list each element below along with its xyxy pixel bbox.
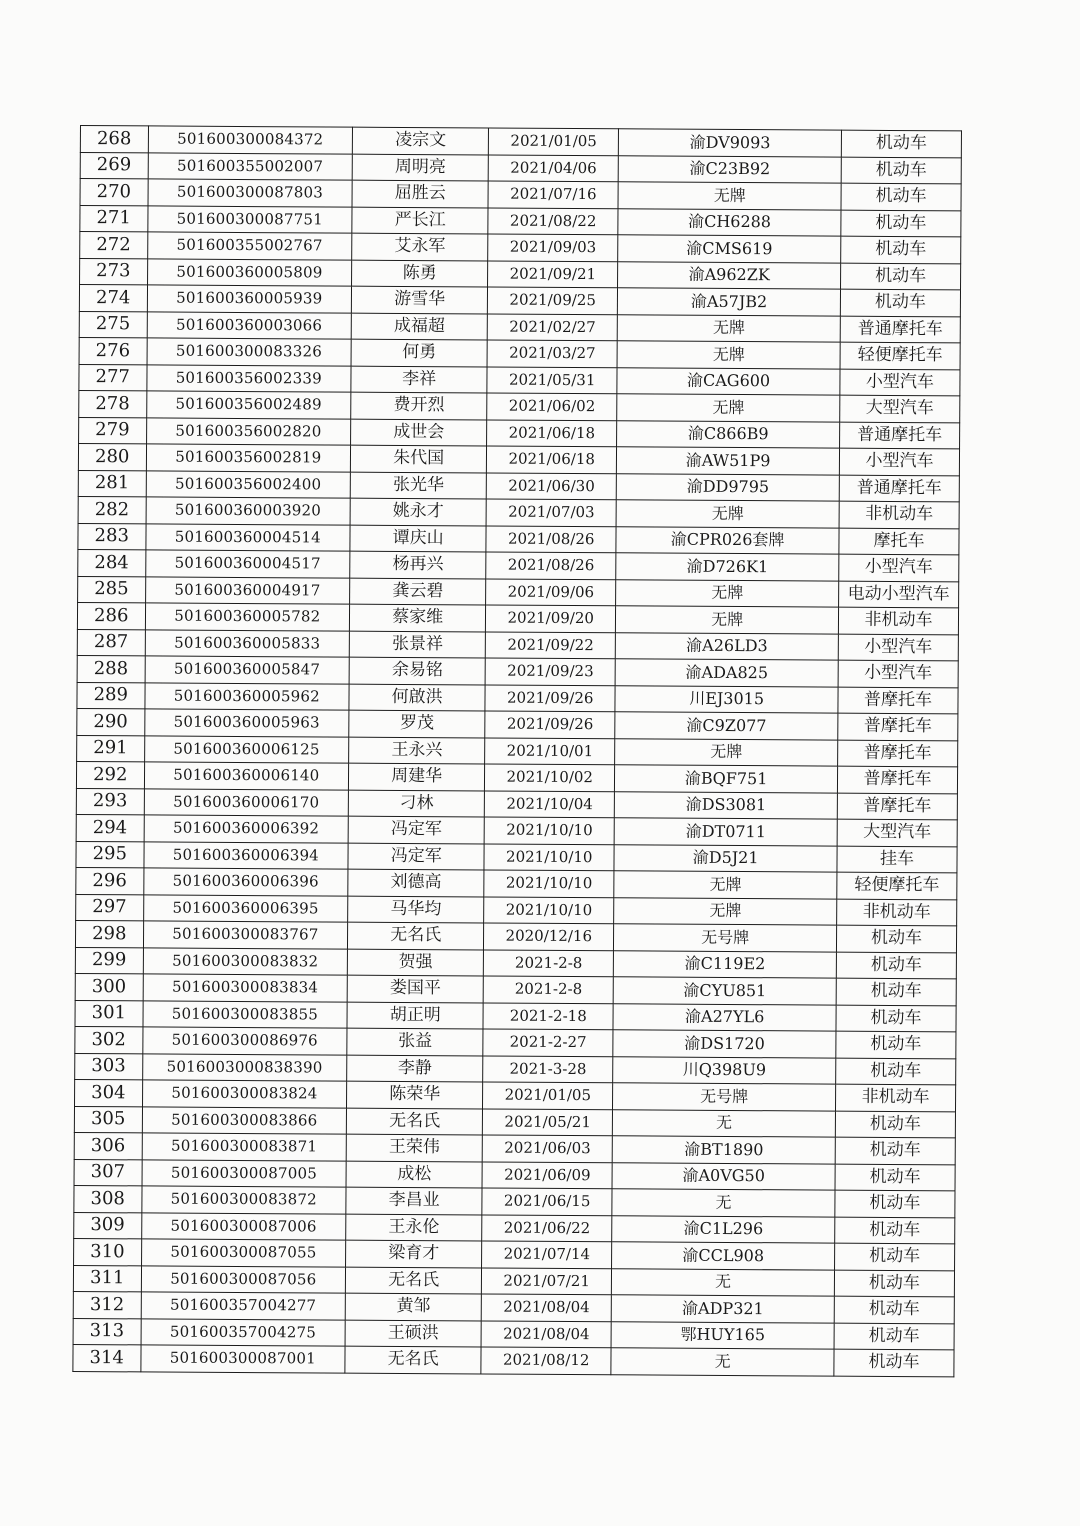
date-cell: 2021/10/04 [485,790,615,817]
person-name-cell: 黄邹 [345,1293,481,1320]
plate-number-cell: 渝C1L296 [612,1215,835,1243]
plate-number-cell: 渝A27YL6 [613,1003,836,1031]
date-cell: 2021/06/18 [487,419,617,446]
plate-number-cell: 渝C9Z077 [615,712,838,740]
person-name-cell: 无名氏 [345,1346,481,1373]
case-number-cell: 501600300087751 [147,205,352,233]
date-cell: 2021/06/03 [482,1135,612,1162]
plate-number-cell: 渝ADA825 [615,659,838,687]
vehicle-type-cell: 机动车 [835,1217,955,1244]
case-number-cell: 501600300087055 [141,1239,346,1267]
date-cell: 2021/08/04 [481,1294,611,1321]
case-number-cell: 501600360005809 [147,258,352,286]
case-number-cell: 501600300083871 [142,1133,347,1161]
vehicle-type-cell: 轻便摩托车 [837,872,957,899]
case-number-cell: 501600300084372 [148,126,353,154]
person-name-cell: 李静 [347,1055,483,1082]
vehicle-type-cell: 非机动车 [837,899,957,926]
person-name-cell: 凌宗文 [352,127,488,154]
date-cell: 2021/04/06 [488,154,618,181]
case-number-cell: 501600357004275 [141,1318,346,1346]
person-name-cell: 何啟洪 [349,684,485,711]
person-name-cell: 张景祥 [349,631,485,658]
date-cell: 2021/02/27 [487,313,617,340]
person-name-cell: 张光华 [350,472,486,499]
vehicle-type-cell: 机动车 [834,1296,954,1323]
plate-number-cell: 渝A26LD3 [616,632,839,660]
person-name-cell: 陈荣华 [347,1081,483,1108]
row-number-cell: 269 [80,152,148,179]
case-number-cell: 501600360005963 [144,709,349,737]
date-cell: 2021/06/18 [487,446,617,473]
vehicle-type-cell: 小型汽车 [838,634,958,661]
vehicle-type-cell: 机动车 [841,130,961,157]
plate-number-cell: 渝DT0711 [614,818,837,846]
row-number-cell: 277 [79,364,147,391]
person-name-cell: 余易铭 [349,657,485,684]
case-number-cell: 501600300086976 [142,1027,347,1055]
row-number-cell: 297 [76,894,144,921]
person-name-cell: 屈胜云 [352,180,488,207]
person-name-cell: 何勇 [351,339,487,366]
row-number-cell: 309 [74,1212,142,1239]
case-number-cell: 501600300087001 [140,1345,345,1373]
row-number-cell: 278 [79,390,147,417]
plate-number-cell: 渝ADP321 [611,1295,834,1323]
vehicle-type-cell: 挂车 [837,846,957,873]
date-cell: 2021/10/01 [485,737,615,764]
person-name-cell: 陈勇 [352,260,488,287]
vehicle-type-cell: 普通摩托车 [840,422,960,449]
date-cell: 2021/09/22 [485,631,615,658]
row-number-cell: 310 [74,1238,142,1265]
person-name-cell: 刘德高 [348,869,484,896]
date-cell: 2021/09/23 [485,658,615,685]
row-number-cell: 274 [79,285,147,312]
row-number-cell: 300 [75,973,143,1000]
row-number-cell: 270 [80,179,148,206]
case-number-cell: 501600356002339 [146,364,351,392]
person-name-cell: 王永伦 [346,1214,482,1241]
record-table-body [73,126,962,1377]
plate-number-cell: 渝A962ZK [618,261,841,289]
case-number-cell: 501600300083855 [143,1000,348,1028]
plate-number-cell: 无 [613,1109,836,1137]
person-name-cell: 谭庆山 [350,525,486,552]
date-cell: 2021-2-18 [483,1002,613,1029]
date-cell: 2021/09/25 [488,287,618,314]
plate-number-cell: 无牌 [616,579,839,607]
row-number-cell: 314 [73,1344,141,1371]
person-name-cell: 冯定军 [348,843,484,870]
person-name-cell: 刁林 [348,790,484,817]
plate-number-cell: 无号牌 [614,924,837,952]
case-number-cell: 501600360005939 [147,285,352,313]
date-cell: 2021/09/03 [488,234,618,261]
vehicle-type-cell: 非机动车 [839,501,959,528]
vehicle-type-cell: 摩托车 [839,528,959,555]
date-cell: 2021/10/10 [484,817,614,844]
row-number-cell: 312 [73,1291,141,1318]
vehicle-type-cell: 机动车 [834,1323,954,1350]
person-name-cell: 成世会 [351,419,487,446]
row-number-cell: 291 [77,735,145,762]
vehicle-type-cell: 机动车 [840,289,960,316]
vehicle-type-cell: 机动车 [836,925,956,952]
vehicle-type-cell: 电动小型汽车 [839,581,959,608]
plate-number-cell: 渝AW51P9 [617,447,840,475]
vehicle-type-cell: 大型汽车 [837,819,957,846]
person-name-cell: 艾永军 [352,233,488,260]
person-name-cell: 杨再兴 [350,551,486,578]
date-cell: 2021/07/16 [488,181,618,208]
row-number-cell: 301 [75,1000,143,1027]
row-number-cell: 290 [77,708,145,735]
vehicle-type-cell: 机动车 [836,1005,956,1032]
row-number-cell: 276 [79,337,147,364]
plate-number-cell: 渝A57JB2 [618,288,841,316]
date-cell: 2021/09/26 [485,684,615,711]
plate-number-cell: 无 [612,1189,835,1217]
plate-number-cell: 渝DD9795 [616,473,839,501]
row-number-cell: 292 [76,761,144,788]
date-cell: 2021/09/26 [485,711,615,738]
row-number-cell: 313 [73,1318,141,1345]
case-number-cell: 501600356002489 [146,391,351,419]
date-cell: 2021/06/15 [482,1188,612,1215]
vehicle-type-cell: 普摩托车 [838,740,958,767]
vehicle-type-cell: 机动车 [834,1349,954,1376]
plate-number-cell: 渝DV9093 [619,129,842,157]
person-name-cell: 李祥 [351,366,487,393]
vehicle-type-cell: 普摩托车 [837,793,957,820]
case-number-cell: 501600356002819 [146,444,351,472]
person-name-cell: 龚云碧 [350,578,486,605]
row-number-cell: 295 [76,841,144,868]
case-number-cell: 501600360006395 [143,894,348,922]
vehicle-type-cell: 普摩托车 [838,687,958,714]
case-number-cell: 501600360006140 [144,762,349,790]
row-number-cell: 302 [75,1026,143,1053]
plate-number-cell: 渝C23B92 [618,155,841,183]
row-number-cell: 307 [74,1159,142,1186]
case-number-cell: 501600300083832 [143,947,348,975]
case-number-cell: 501600360006394 [143,841,348,869]
vehicle-type-cell: 机动车 [835,1243,955,1270]
person-name-cell: 贺强 [347,949,483,976]
row-number-cell: 273 [80,258,148,285]
row-number-cell: 288 [77,655,145,682]
row-number-cell: 280 [78,443,146,470]
case-number-cell: 501600360004917 [145,576,350,604]
date-cell: 2021/06/30 [486,472,616,499]
plate-number-cell: 无牌 [617,314,840,342]
plate-number-cell: 渝D5J21 [614,844,837,872]
case-number-cell: 501600356002400 [146,470,351,498]
person-name-cell: 周明亮 [352,154,488,181]
vehicle-type-cell: 大型汽车 [840,395,960,422]
plate-number-cell: 无号牌 [613,1083,836,1111]
vehicle-type-cell: 机动车 [835,1190,955,1217]
case-number-cell: 501600300083834 [143,974,348,1002]
person-name-cell: 姚永才 [350,498,486,525]
row-number-cell: 294 [76,814,144,841]
person-name-cell: 游雪华 [352,286,488,313]
row-number-cell: 284 [78,549,146,576]
date-cell: 2021/09/20 [486,605,616,632]
plate-number-cell: 渝DS1720 [613,1030,836,1058]
row-number-cell: 287 [77,629,145,656]
date-cell: 2021/09/21 [488,260,618,287]
date-cell: 2021-2-27 [483,1029,613,1056]
vehicle-type-cell: 小型汽车 [839,448,959,475]
row-number-cell: 271 [80,205,148,232]
case-number-cell: 501600300087056 [141,1265,346,1293]
person-name-cell: 王永兴 [349,737,485,764]
row-number-cell: 289 [77,682,145,709]
vehicle-type-cell: 小型汽车 [839,554,959,581]
vehicle-type-cell: 机动车 [836,1058,956,1085]
case-number-cell: 501600357004277 [141,1292,346,1320]
plate-number-cell: 渝CYU851 [613,977,836,1005]
plate-number-cell: 渝C866B9 [617,420,840,448]
vehicle-type-cell: 机动车 [836,1031,956,1058]
case-number-cell: 501600355002007 [148,152,353,180]
plate-number-cell: 无牌 [618,182,841,210]
date-cell: 2021/03/27 [487,340,617,367]
person-name-cell: 无名氏 [346,1108,482,1135]
vehicle-type-cell: 机动车 [841,157,961,184]
case-number-cell: 501600360006396 [143,868,348,896]
case-number-cell: 501600300083824 [142,1080,347,1108]
date-cell: 2021/06/09 [482,1161,612,1188]
plate-number-cell: 鄂HUY165 [611,1321,834,1349]
date-cell: 2021-2-8 [484,949,614,976]
vehicle-type-cell: 机动车 [835,1137,955,1164]
date-cell: 2021/07/14 [482,1241,612,1268]
case-number-cell: 501600360006170 [144,788,349,816]
row-number-cell: 311 [73,1265,141,1292]
plate-number-cell: 川EJ3015 [615,685,838,713]
vehicle-type-cell: 机动车 [834,1270,954,1297]
plate-number-cell: 无牌 [616,606,839,634]
person-name-cell: 成松 [346,1161,482,1188]
date-cell: 2021/07/03 [486,499,616,526]
person-name-cell: 蔡家维 [350,604,486,631]
case-number-cell: 5016003000838390 [142,1053,347,1081]
plate-number-cell: 无 [612,1268,835,1296]
plate-number-cell: 无牌 [614,897,837,925]
row-number-cell: 268 [80,126,148,153]
date-cell: 2021/08/26 [486,525,616,552]
table-row [73,1344,954,1376]
row-number-cell: 296 [76,867,144,894]
row-number-cell: 283 [78,523,146,550]
date-cell: 2021/10/10 [484,843,614,870]
vehicle-type-cell: 机动车 [841,183,961,210]
date-cell: 2021/01/05 [489,128,619,155]
plate-number-cell: 渝A0VG50 [612,1162,835,1190]
row-number-cell: 272 [80,232,148,259]
case-number-cell: 501600300087006 [141,1212,346,1240]
person-name-cell: 王硕洪 [345,1320,481,1347]
plate-number-cell: 无 [611,1348,834,1376]
vehicle-type-cell: 小型汽车 [840,369,960,396]
vehicle-type-cell: 机动车 [835,1111,955,1138]
person-name-cell: 王荣伟 [346,1134,482,1161]
case-number-cell: 501600300083866 [142,1106,347,1134]
person-name-cell: 胡正明 [347,1002,483,1029]
date-cell: 2021/07/21 [482,1267,612,1294]
case-number-cell: 501600360003920 [146,497,351,525]
plate-number-cell: 无牌 [615,738,838,766]
plate-number-cell: 川Q398U9 [613,1056,836,1084]
person-name-cell: 梁育才 [346,1240,482,1267]
person-name-cell: 严长江 [352,207,488,234]
person-name-cell: 费开烈 [351,392,487,419]
row-number-cell: 308 [74,1185,142,1212]
case-number-cell: 501600300083872 [141,1186,346,1214]
plate-number-cell: 渝CH6288 [618,208,841,236]
date-cell: 2021/10/10 [484,896,614,923]
plate-number-cell: 渝D726K1 [616,553,839,581]
person-name-cell: 周建华 [349,763,485,790]
date-cell: 2021/05/31 [487,366,617,393]
vehicle-type-cell: 普摩托车 [838,713,958,740]
row-number-cell: 304 [75,1079,143,1106]
person-name-cell: 无名氏 [346,1267,482,1294]
record-table [72,125,962,1377]
vehicle-type-cell: 小型汽车 [838,660,958,687]
case-number-cell: 501600356002820 [146,417,351,445]
plate-number-cell: 渝BT1890 [612,1136,835,1164]
person-name-cell: 冯定军 [348,816,484,843]
case-number-cell: 501600360005782 [145,603,350,631]
vehicle-type-cell: 非机动车 [838,607,958,634]
row-number-cell: 306 [74,1132,142,1159]
date-cell: 2021/10/02 [485,764,615,791]
person-name-cell: 娄国平 [347,975,483,1002]
vehicle-type-cell: 机动车 [841,210,961,237]
vehicle-type-cell: 机动车 [841,236,961,263]
plate-number-cell: 渝BQF751 [615,765,838,793]
date-cell: 2021/01/05 [483,1082,613,1109]
vehicle-type-cell: 非机动车 [836,1084,956,1111]
case-number-cell: 501600300087005 [142,1159,347,1187]
case-number-cell: 501600300083767 [143,921,348,949]
plate-number-cell: 渝C119E2 [614,950,837,978]
case-number-cell: 501600360005833 [145,629,350,657]
row-number-cell: 279 [79,417,147,444]
date-cell: 2021/08/12 [481,1347,611,1374]
person-name-cell: 马华均 [348,896,484,923]
plate-number-cell: 渝CAG600 [617,367,840,395]
plate-number-cell: 渝CCL908 [612,1242,835,1270]
person-name-cell: 李昌业 [346,1187,482,1214]
case-number-cell: 501600360003066 [147,311,352,339]
row-number-cell: 285 [78,576,146,603]
case-number-cell: 501600360006392 [144,815,349,843]
date-cell: 2021/08/26 [486,552,616,579]
person-name-cell: 无名氏 [348,922,484,949]
date-cell: 2021-2-8 [483,976,613,1003]
case-number-cell: 501600355002767 [147,232,352,260]
plate-number-cell: 渝DS3081 [615,791,838,819]
date-cell: 2020/12/16 [484,923,614,950]
person-name-cell: 成福超 [351,313,487,340]
person-name-cell: 张益 [347,1028,483,1055]
case-number-cell: 501600360005962 [144,682,349,710]
case-number-cell: 501600360004517 [145,550,350,578]
plate-number-cell: 无牌 [616,500,839,528]
date-cell: 2021/10/10 [484,870,614,897]
case-number-cell: 501600360006125 [144,735,349,763]
person-name-cell: 罗茂 [349,710,485,737]
row-number-cell: 298 [75,920,143,947]
plate-number-cell: 渝CMS619 [618,235,841,263]
plate-number-cell: 无牌 [614,871,837,899]
row-number-cell: 275 [79,311,147,338]
case-number-cell: 501600300087803 [148,179,353,207]
vehicle-type-cell: 普摩托车 [837,766,957,793]
date-cell: 2021/08/22 [488,207,618,234]
case-number-cell: 501600360004514 [145,523,350,551]
plate-number-cell: 无牌 [617,394,840,422]
vehicle-type-cell: 机动车 [841,263,961,290]
plate-number-cell: 渝CPR026套牌 [616,526,839,554]
date-cell: 2021/05/21 [483,1108,613,1135]
vehicle-type-cell: 普通摩托车 [840,316,960,343]
row-number-cell: 299 [75,947,143,974]
date-cell: 2021-3-28 [483,1055,613,1082]
person-name-cell: 朱代国 [351,445,487,472]
date-cell: 2021/06/02 [487,393,617,420]
vehicle-type-cell: 机动车 [835,1164,955,1191]
date-cell: 2021/09/06 [486,578,616,605]
vehicle-type-cell: 普通摩托车 [839,475,959,502]
row-number-cell: 303 [75,1053,143,1080]
vehicle-type-cell: 机动车 [836,952,956,979]
vehicle-type-cell: 轻便摩托车 [840,342,960,369]
date-cell: 2021/08/04 [481,1320,611,1347]
date-cell: 2021/06/22 [482,1214,612,1241]
row-number-cell: 293 [76,788,144,815]
case-number-cell: 501600300083326 [147,338,352,366]
row-number-cell: 286 [77,602,145,629]
plate-number-cell: 无牌 [617,341,840,369]
row-number-cell: 282 [78,496,146,523]
case-number-cell: 501600360005847 [145,656,350,684]
row-number-cell: 305 [74,1106,142,1133]
vehicle-type-cell: 机动车 [836,978,956,1005]
row-number-cell: 281 [78,470,146,497]
